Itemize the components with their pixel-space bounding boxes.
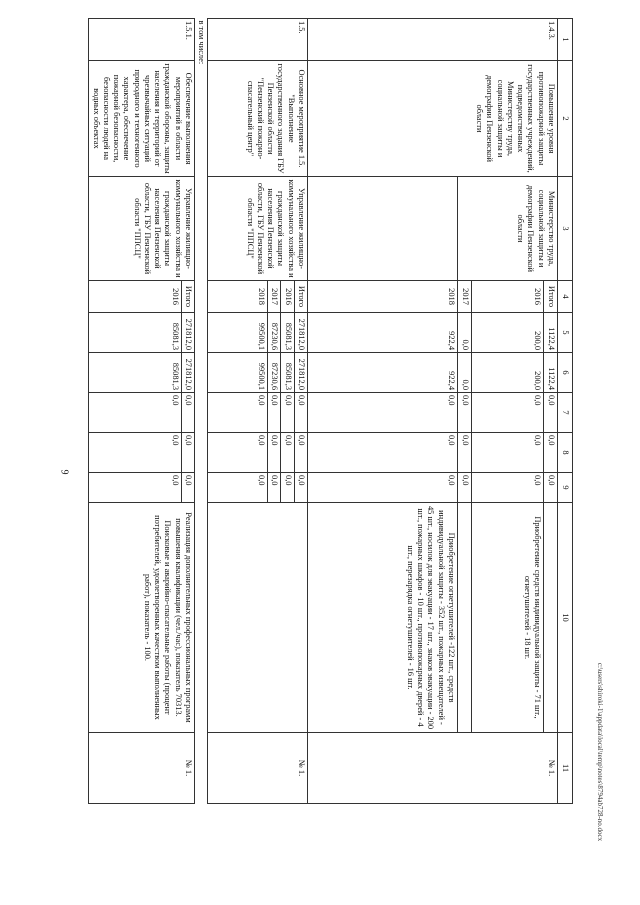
value-cell: 0,0 [458,393,472,433]
indicator-text: Приобретение огнетушителей -122 шт., средств индивидуальной защиты - 352 шт., пожарных извещателей - 45 шт., носилок для эвакуации - 17 шт., знаков эвакуации - 200 шт., пожарных шкафов - 10 шт., противопожарных дверей - 4 шт., перезарядка огнетушителей - 16 шт. [308,503,458,733]
year-cell: Итого [181,281,194,313]
value-cell: 0,0 [458,313,472,353]
value-cell: 0,0 [281,433,294,473]
value-cell: 271812,0 [294,313,307,353]
value-cell: 1122,4 [544,353,558,393]
year-cell: 2016 [472,281,544,313]
table-row [544,19,558,804]
value-cell: 0,0 [308,473,458,503]
value-cell: 0,0 [268,393,281,433]
measure-name: Обеспечение выполнения мероприятий в области гражданской обороны, защиты населения и территорий от чрезвычайных ситуаций природного и техногенного характера, обеспечение пожарной безопасности, безопасности людей на водных объектах [89,61,195,177]
value-cell: 0,0 [208,473,268,503]
measure-number: 1.4.3. [308,19,558,61]
value-cell: 0,0 [294,473,307,503]
value-cell: 0,0 [544,433,558,473]
col-5-header: 5 [558,313,573,353]
value-cell: 271812,0 [294,353,307,393]
value-cell: 922,4 [308,353,458,393]
col-3-header: 3 [558,177,573,281]
year-cell: 2018 [308,281,458,313]
value-cell: 0,0 [458,353,472,393]
program-measures-table [89,18,574,804]
value-cell: 0,0 [89,473,181,503]
column-number-row [558,19,573,804]
value-cell: 0,0 [208,433,268,473]
col-4-header: 4 [558,281,573,313]
measure-number: 1.5.1. [89,19,195,61]
value-cell: 0,0 [181,393,194,433]
value-cell: 99500,1 [208,353,268,393]
indicator-cell [544,503,558,733]
col-8-header: 8 [558,433,573,473]
value-cell: 0,0 [308,433,458,473]
col-11-header: 11 [558,733,573,804]
value-cell: 0,0 [281,393,294,433]
code-cell: № 1. [89,733,195,804]
value-cell: 1122,4 [544,313,558,353]
value-cell: 0,0 [294,393,307,433]
col-1-header: 1 [558,19,573,61]
value-cell: 85081,3 [89,313,181,353]
value-cell: 85081,3 [89,353,181,393]
col-10-header: 10 [558,503,573,733]
measure-executor: Управление жилищно-коммунального хозяйства и гражданской защиты населения Пензенской области, ГБУ Пензенской области "ППСЦ" [208,177,308,281]
year-cell: 2017 [268,281,281,313]
footer-file-path: c:\users\shiroki-1\appdata\local\temp\notes\8794ab728-no.docx [596,662,604,842]
measure-number: 1.5. [208,19,308,61]
measure-name: Основное мероприятие 1.5. "Выполнение государственного задания ГБУ Пензенской области "Пензенский пожарно-спасательный центр" [208,61,308,177]
value-cell: 0,0 [472,473,544,503]
value-cell: 0,0 [89,433,181,473]
section-label-row [195,19,208,804]
value-cell: 0,0 [281,473,294,503]
year-cell: 2017 [458,281,472,313]
value-cell: 0,0 [544,473,558,503]
value-cell: 200,0 [472,353,544,393]
value-cell: 0,0 [89,393,181,433]
value-cell: 87230,6 [268,353,281,393]
code-cell: № 1. [208,733,308,804]
year-cell: 2016 [281,281,294,313]
year-cell: 2018 [208,281,268,313]
indicator-cell [458,503,472,733]
value-cell: 0,0 [544,393,558,433]
value-cell: 922,4 [308,313,458,353]
value-cell: 85081,3 [281,313,294,353]
value-cell: 87230,6 [268,313,281,353]
value-cell: 0,0 [308,393,458,433]
year-cell: 2016 [89,281,181,313]
measure-executor: Министерство труда, социальной защиты и демографии Пензенской области [458,177,558,281]
indicator-text: Реализация дополнительных профессиональных программ повышения квалификации (чел./час), показатель 70313. Поисковые и аварийно-спасательные работы (процент потребителей, удовлетворенных качеством выполненных работ), показатель - 100. [89,503,195,733]
measure-name: Повышение уровня противопожарной защиты государственных учреждений, подведомственных Министерству труда, социальной защиты и демографии Пензенской области [308,61,558,177]
value-cell: 0,0 [208,393,268,433]
year-cell: Итого [294,281,307,313]
indicator-text: Приобретение средств индивидуальной защиты - 71 шт., огнетушителей - 18 шт. [472,503,544,733]
value-cell: 99500,1 [208,313,268,353]
year-cell: Итого [544,281,558,313]
code-cell: № 1. [308,733,558,804]
value-cell: 271812,0 [181,353,194,393]
value-cell: 0,0 [268,473,281,503]
col-7-header: 7 [558,393,573,433]
value-cell: 0,0 [268,433,281,473]
col-6-header: 6 [558,353,573,393]
col-9-header: 9 [558,473,573,503]
indicator-cell [208,503,308,733]
executor-cell [308,177,458,281]
value-cell: 271812,0 [181,313,194,353]
page-number: 9 [58,469,70,475]
value-cell: 0,0 [458,473,472,503]
value-cell: 0,0 [181,433,194,473]
value-cell: 0,0 [472,433,544,473]
value-cell: 0,0 [458,433,472,473]
value-cell: 200,0 [472,313,544,353]
table-row [181,19,194,804]
col-2-header: 2 [558,61,573,177]
table-row [294,19,307,804]
section-label: в том числе: [195,19,208,804]
value-cell: 0,0 [294,433,307,473]
program-table-frame [91,18,573,803]
value-cell: 85081,3 [281,353,294,393]
value-cell: 0,0 [472,393,544,433]
value-cell: 0,0 [181,473,194,503]
measure-executor: Управление жилищно-коммунального хозяйства и гражданской защиты населения Пензенской области, ГБУ Пензенской области "ППСЦ" [89,177,195,281]
